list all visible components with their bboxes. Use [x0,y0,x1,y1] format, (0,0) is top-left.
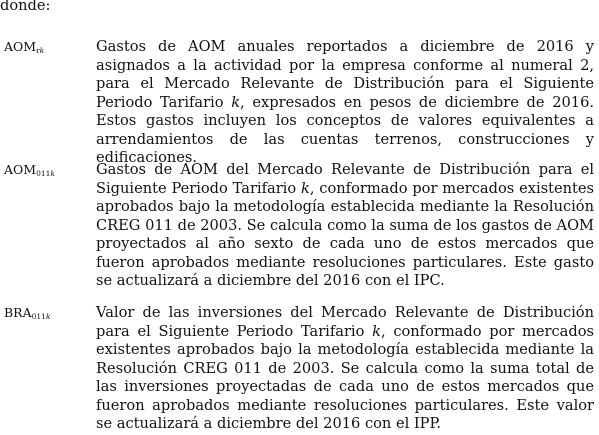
definition-symbol: $AOM_{011k}$ [4,162,55,178]
definition-symbol: $BRA_{011k}$ [4,305,51,321]
intro-text: donde: [0,0,51,14]
definition-text: Gastos de AOM anuales reportados a diciembre de 2016 y asignados a la actividad por la empresa conforme al numeral 2, para el Mercado Relevante de Distribución para el Siguiente Periodo Tarifario k, expresados en pesos de diciembre de 2016. Estos gastos incluyen los conceptos de valores equivalentes a arrendamientos de las cuentas terrenos, construcciones y edificaciones. [96,38,594,166]
definition-text: Gastos de AOM del Mercado Relevante de Distribución para el Siguiente Periodo Tarifario k, conformado por mercados existentes aprobados bajo la metodología establecida mediante la Resolución CREG 011 de 2003. Se calcula como la suma de los gastos de AOM proyectados al año sexto de cada uno de estos mercados que fueron aprobados mediante resoluciones particulares. Este gasto se actualizará a diciembre del 2016 con el IPC. [96,161,594,289]
definition-text: Valor de las inversiones del Mercado Relevante de Distribución para el Siguiente Periodo Tarifario k, conformado por mercados existentes aprobados bajo la metodología establecida mediante la Resolución CREG 011 de 2003. Se calcula como la suma total de las inversiones proyectadas de cada uno de estos mercados que fueron aprobados mediante resoluciones particulares. Este valor se actualizará a diciembre del 2016 con el IPP. [96,304,595,432]
definition-symbol: $AOM_{rk}$ [4,39,45,55]
